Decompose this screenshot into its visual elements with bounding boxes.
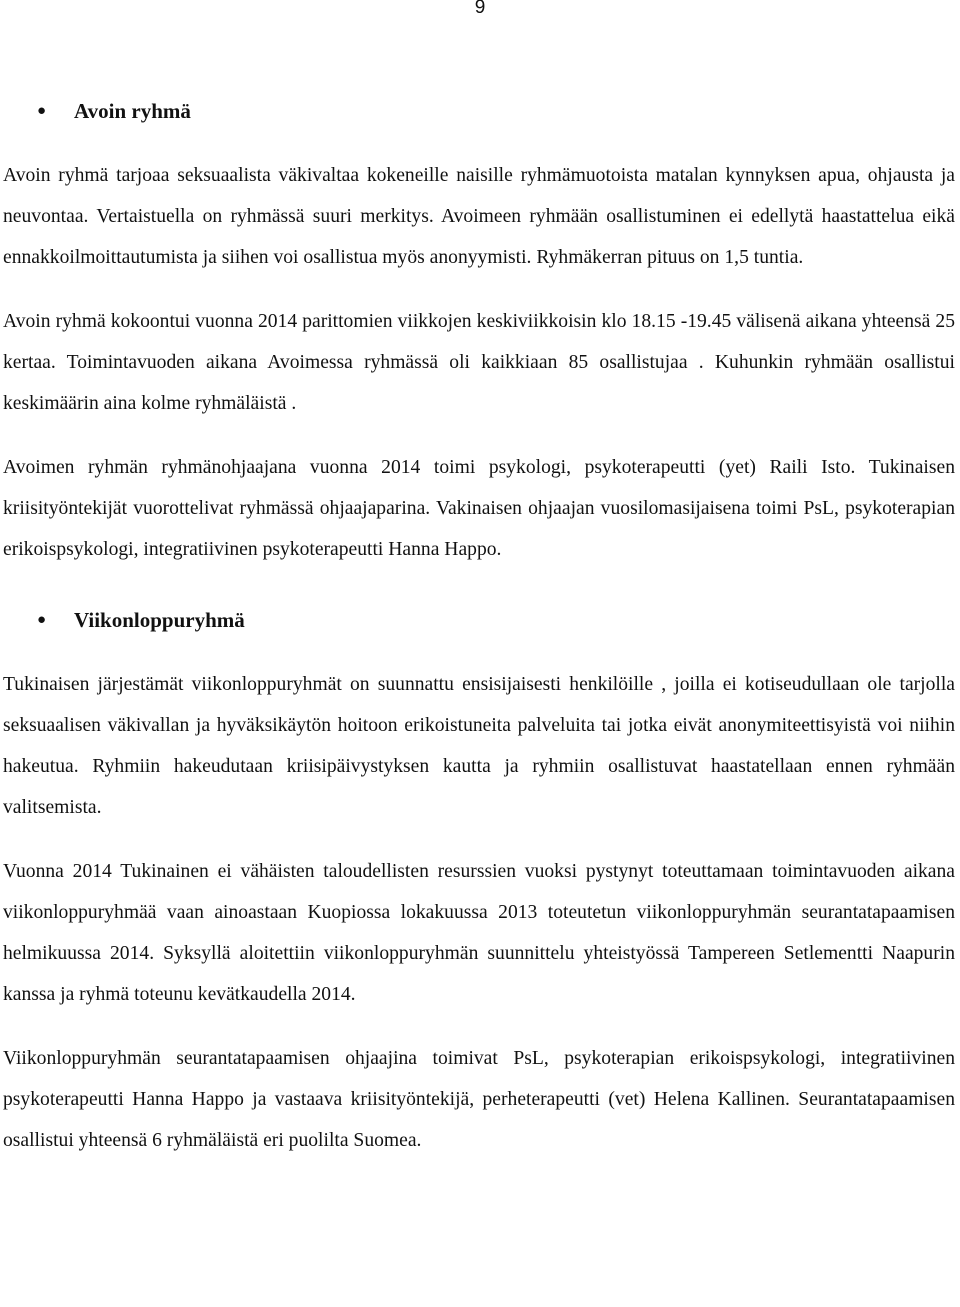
- paragraph: Avoimen ryhmän ryhmänohjaajana vuonna 2014 toimi psykologi, psykoterapeutti (yet) Raili Isto. Tukinaisen kriisityöntekijät vuorottelivat ryhmässä ohjaajaparina. Vakinaisen ohjaajan vuosilomasijaisena toimi PsL, psykoterapian erikoispsykologi, integratiivinen psykoterapeutti Hanna Happo.: [3, 457, 955, 560]
- bullet-icon: ●: [37, 103, 47, 119]
- paragraph: Avoin ryhmä kokoontui vuonna 2014 parittomien viikkojen keskiviikkoisin klo 18.15 -19.45 välisenä aikana yhteensä 25 kertaa. Toimintavuoden aikana Avoimessa ryhmässä oli kaikkiaan 85 osallistujaa . Kuhunkin ryhmään osallistui keskimäärin aina kolme ryhmäläistä .: [3, 311, 955, 414]
- document-body: [3, 92, 955, 1161]
- section-heading-avoin-ryhma: [3, 92, 955, 130]
- section-heading-viikonloppuryhma: [3, 601, 955, 639]
- paragraph: Avoin ryhmä tarjoaa seksuaalista väkivaltaa kokeneille naisille ryhmämuotoista matalan kynnyksen apua, ohjausta ja neuvontaa. Vertaistuella on ryhmässä suuri merkitys. Avoimeen ryhmään osallistuminen ei edellytä haastattelua eikä ennakkoilmoittautumista ja siihen voi osallistua myös anonyymisti. Ryhmäkerran pituus on 1,5 tuntia.: [3, 165, 955, 268]
- section-heading-text: Viikonloppuryhmä: [74, 608, 245, 632]
- bullet-icon: ●: [37, 612, 47, 628]
- paragraph: Vuonna 2014 Tukinainen ei vähäisten taloudellisten resurssien vuoksi pystynyt toteuttamaan toimintavuoden aikana viikonloppuryhmää vaan ainoastaan Kuopiossa lokakuussa 2013 toteutetun viikonloppuryhmän seurantatapaamisen helmikuussa 2014. Syksyllä aloitettiin viikonloppuryhmän suunnittelu yhteistyössä Tampereen Setlementti Naapurin kanssa ja ryhmä toteunu kevätkaudella 2014.: [3, 861, 955, 1005]
- paragraph: Viikonloppuryhmän seurantatapaamisen ohjaajina toimivat PsL, psykoterapian erikoispsykologi, integratiivinen psykoterapeutti Hanna Happo ja vastaava kriisityöntekijä, perheterapeutti (vet) Helena Kallinen. Seurantatapaamisen osallistui yhteensä 6 ryhmäläistä eri puolilta Suomea.: [3, 1048, 955, 1151]
- page-number: 9: [474, 0, 486, 18]
- section-heading-text: Avoin ryhmä: [74, 99, 191, 123]
- paragraph: Tukinaisen järjestämät viikonloppuryhmät on suunnattu ensisijaisesti henkilöille , joilla ei kotiseudullaan ole tarjolla seksuaalisen väkivallan ja hyväksikäytön hoitoon erikoistuneita palveluita tai jotka eivät anonymiteettisyistä voi niihin hakeutua. Ryhmiin hakeudutaan kriisipäivystyksen kautta ja ryhmiin osallistuvat haastatellaan ennen ryhmään valitsemista.: [3, 674, 955, 818]
